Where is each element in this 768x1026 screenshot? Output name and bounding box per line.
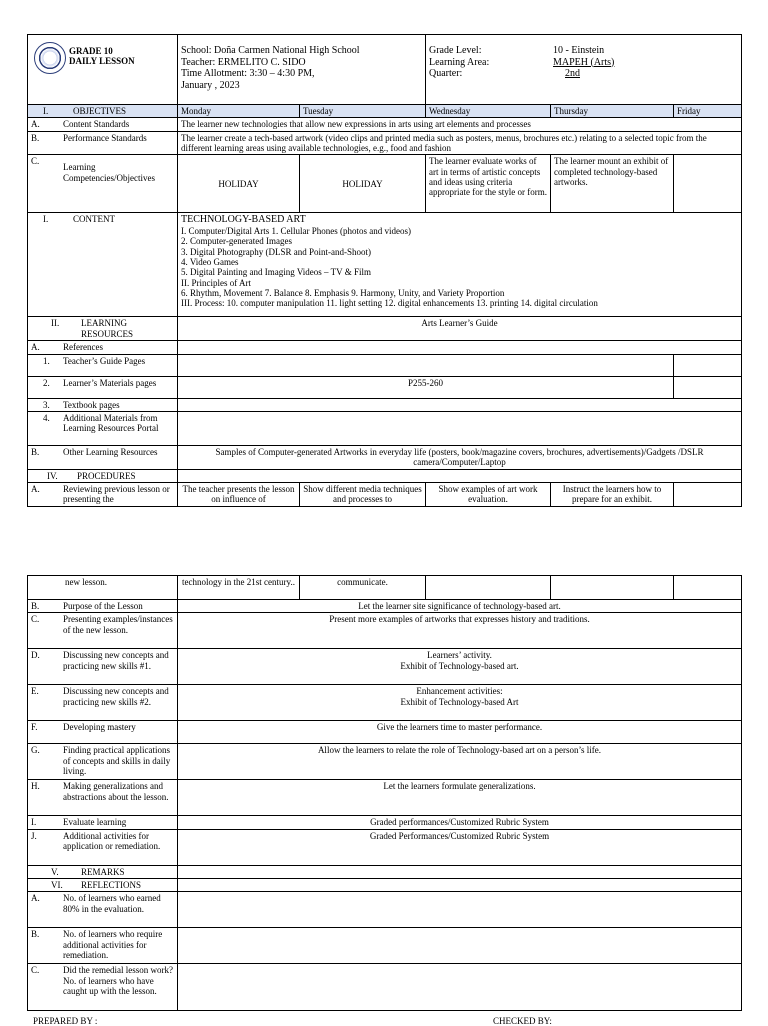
prepared-by-label: PREPARED BY : bbox=[33, 1016, 98, 1026]
day-friday: Friday bbox=[674, 105, 742, 118]
practical-text: Allow the learners to relate the role of Technology-based art on a person’s life. bbox=[178, 744, 742, 780]
reviewing-label-part-2: new lesson. bbox=[28, 576, 178, 600]
quarter-label: Quarter: bbox=[429, 68, 463, 79]
quarter-value: 2nd bbox=[565, 68, 580, 79]
mastery-row bbox=[28, 721, 742, 744]
discussing-2-row bbox=[28, 685, 742, 721]
content-standards-label: A. Content Standards bbox=[28, 118, 178, 131]
reviewing-thursday: Instruct the learners how to prepare for an exhibit. bbox=[551, 483, 674, 507]
textbook-row bbox=[28, 398, 742, 411]
presenting-row bbox=[28, 613, 742, 649]
competency-wednesday: The learner evaluate works of art in terms of artistic concepts and ideas using criteria appropriate for the style or form. bbox=[426, 155, 551, 213]
remarks-row bbox=[28, 865, 742, 878]
discussing-1-line-1: Learners’ activity. bbox=[427, 650, 492, 661]
content-title: TECHNOLOGY-BASED ART bbox=[181, 214, 306, 226]
days-row bbox=[28, 105, 742, 118]
learners-materials-friday bbox=[674, 376, 742, 398]
reflection-b-label: B. No. of learners who require additional activities for remediation. bbox=[28, 928, 178, 964]
content-standards-text: The learner new technologies that allow new expressions in arts using art elements and processes bbox=[178, 118, 742, 131]
procedures-label: IV. PROCEDURES bbox=[28, 469, 178, 482]
checked-by-label: CHECKED BY: bbox=[493, 1016, 552, 1026]
other-resources-text: Samples of Computer-generated Artworks in everyday life (posters, book/magazine covers, brochures, advertisements)/Gadgets /DSLR camera/Computer/Laptop bbox=[178, 446, 742, 470]
content-line-1: I. Computer/Digital Arts 1. Cellular Phones (photos and videos) bbox=[181, 225, 411, 236]
lesson-date: January , 2023 bbox=[181, 79, 240, 91]
generalizations-label: H. Making generalizations and abstractions about the lesson. bbox=[28, 780, 178, 816]
references-row bbox=[28, 341, 742, 354]
teachers-guide-label: 1. Teacher’s Guide Pages bbox=[28, 354, 178, 376]
doc-type-title: DAILY LESSON bbox=[69, 56, 135, 67]
reflection-b-row bbox=[28, 928, 742, 964]
competency-thursday: The learner mount an exhibit of completed technology-based artworks. bbox=[551, 155, 674, 213]
header-row bbox=[28, 35, 742, 105]
header-school-cell bbox=[178, 35, 426, 105]
additional-activities-row bbox=[28, 829, 742, 865]
content-line-8: III. Process: 10. computer manipulation 11. light setting 12. digital enhancements 13. printing 14. digital circulation bbox=[181, 298, 598, 309]
teachers-guide-value bbox=[178, 354, 674, 376]
time-allotment: Time Allotment: 3:30 – 4:30 PM, bbox=[181, 68, 315, 79]
header-title-cell bbox=[28, 35, 178, 105]
content-line-3: 3. Digital Photography (DLSR and Point-and-Shoot) bbox=[181, 246, 371, 257]
content-row bbox=[28, 213, 742, 317]
presenting-text: Present more examples of artworks that expresses history and traditions. bbox=[178, 613, 742, 649]
practical-row bbox=[28, 744, 742, 780]
grade-title: GRADE 10 bbox=[69, 46, 113, 56]
content-line-6: II. Principles of Art bbox=[181, 277, 251, 288]
discussing-2-line-1: Enhancement activities: bbox=[416, 686, 503, 697]
reflection-b-value bbox=[178, 928, 742, 964]
purpose-row bbox=[28, 600, 742, 613]
content-text bbox=[178, 213, 742, 317]
discussing-1-label: D. Discussing new concepts and practicing new skills #1. bbox=[28, 649, 178, 685]
reflections-value bbox=[178, 879, 742, 892]
additional-activities-label: J. Additional activities for application or remediation. bbox=[28, 829, 178, 865]
textbook-value bbox=[178, 398, 742, 411]
learners-materials-value: P255-260 bbox=[178, 376, 674, 398]
reflections-label: VI. REFLECTIONS bbox=[28, 879, 178, 892]
school-name: School: Doña Carmen National High School bbox=[181, 45, 360, 56]
reflection-a-value bbox=[178, 892, 742, 928]
content-line-5: 5. Digital Painting and Imaging Videos – TV & Film bbox=[181, 267, 371, 278]
reviewing-thursday-part-2 bbox=[551, 576, 674, 600]
textbook-label: 3. Textbook pages bbox=[28, 398, 178, 411]
reflections-row bbox=[28, 879, 742, 892]
evaluate-label: I. Evaluate learning bbox=[28, 816, 178, 829]
day-wednesday: Wednesday bbox=[426, 105, 551, 118]
reviewing-wednesday-part-2 bbox=[426, 576, 551, 600]
mastery-text: Give the learners time to master performance. bbox=[178, 721, 742, 744]
reflection-c-value bbox=[178, 964, 742, 1011]
practical-label: G. Finding practical applications of concepts and skills in daily living. bbox=[28, 744, 178, 780]
competencies-row bbox=[28, 155, 742, 213]
teachers-guide-row bbox=[28, 354, 742, 376]
learning-area-label: Learning Area: bbox=[429, 56, 490, 68]
deped-seal-icon bbox=[34, 42, 66, 74]
reviewing-friday-part-2 bbox=[674, 576, 742, 600]
teachers-guide-friday bbox=[674, 354, 742, 376]
reviewing-wednesday: Show examples of art work evaluation. bbox=[426, 483, 551, 507]
purpose-text: Let the learner site significance of technology-based art. bbox=[178, 600, 742, 613]
content-label: I. CONTENT bbox=[28, 213, 178, 317]
reviewing-monday-part-1: The teacher presents the lesson on influence of bbox=[178, 483, 300, 507]
other-resources-label: B. Other Learning Resources bbox=[28, 446, 178, 470]
day-tuesday: Tuesday bbox=[300, 105, 426, 118]
learning-area-value: MAPEH (Arts) bbox=[553, 56, 615, 68]
reviewing-monday-part-2: technology in the 21st century.. bbox=[178, 576, 300, 600]
learners-materials-row bbox=[28, 376, 742, 398]
content-standards-row bbox=[28, 118, 742, 131]
reviewing-friday-part-1 bbox=[674, 483, 742, 507]
reviewing-label-part-1: A. Reviewing previous lesson or presenting the bbox=[28, 483, 178, 507]
mastery-label: F. Developing mastery bbox=[28, 721, 178, 744]
purpose-label: B. Purpose of the Lesson bbox=[28, 600, 178, 613]
evaluate-text: Graded performances/Customized Rubric System bbox=[178, 816, 742, 829]
additional-materials-value bbox=[178, 412, 742, 446]
additional-materials-row bbox=[28, 412, 742, 446]
generalizations-text: Let the learners formulate generalizations. bbox=[178, 780, 742, 816]
discussing-1-row bbox=[28, 649, 742, 685]
competency-monday: HOLIDAY bbox=[178, 155, 300, 213]
evaluate-row bbox=[28, 816, 742, 829]
reviewing-tuesday-part-2: communicate. bbox=[300, 576, 426, 600]
lesson-plan-table-page-2 bbox=[27, 575, 742, 1011]
remarks-label: V. REMARKS bbox=[28, 865, 178, 878]
references-value bbox=[178, 341, 742, 354]
reviewing-row-part-1 bbox=[28, 483, 742, 507]
reflection-c-row bbox=[28, 964, 742, 1011]
objectives-heading: I. OBJECTIVES bbox=[28, 105, 178, 118]
content-line-4: 4. Video Games bbox=[181, 256, 239, 267]
content-line-2: 2. Computer-generated Images bbox=[181, 236, 293, 247]
presenting-label: C. Presenting examples/instances of the new lesson. bbox=[28, 613, 178, 649]
grade-level-value: 10 - Einstein bbox=[553, 45, 605, 56]
additional-activities-text: Graded Performances/Customized Rubric System bbox=[178, 829, 742, 865]
learner-guide-text: Arts Learner’s Guide bbox=[178, 317, 742, 341]
lesson-plan-table-page-1 bbox=[27, 34, 742, 507]
other-resources-row bbox=[28, 446, 742, 470]
reviewing-tuesday-part-1: Show different media techniques and processes to bbox=[300, 483, 426, 507]
reviewing-row-part-2 bbox=[28, 576, 742, 600]
competencies-label: C. Learning Competencies/Objectives bbox=[28, 155, 178, 213]
day-thursday: Thursday bbox=[551, 105, 674, 118]
content-line-7: 6. Rhythm, Movement 7. Balance 8. Emphasis 9. Harmony, Unity, and Variety Proportion bbox=[181, 287, 505, 298]
grade-level-label: Grade Level: bbox=[429, 45, 482, 56]
reflection-c-label: C. Did the remedial lesson work? No. of learners who have caught up with the lesson. bbox=[28, 964, 178, 1011]
references-label: A. References bbox=[28, 341, 178, 354]
competency-friday bbox=[674, 155, 742, 213]
competency-tuesday: HOLIDAY bbox=[300, 155, 426, 213]
generalizations-row bbox=[28, 780, 742, 816]
reflection-a-row bbox=[28, 892, 742, 928]
performance-standards-label: B. Performance Standards bbox=[28, 131, 178, 155]
procedures-value bbox=[178, 469, 742, 482]
discussing-1-text bbox=[178, 649, 742, 685]
learners-materials-label: 2. Learner’s Materials pages bbox=[28, 376, 178, 398]
learning-resources-row bbox=[28, 317, 742, 341]
reflection-a-label: A. No. of learners who earned 80% in the evaluation. bbox=[28, 892, 178, 928]
performance-standards-row bbox=[28, 131, 742, 155]
learning-resources-label: II. LEARNING RESOURCES bbox=[28, 317, 178, 341]
day-monday: Monday bbox=[178, 105, 300, 118]
header-info-cell bbox=[426, 35, 742, 105]
discussing-2-label: E. Discussing new concepts and practicing new skills #2. bbox=[28, 685, 178, 721]
discussing-2-text bbox=[178, 685, 742, 721]
discussing-2-line-2: Exhibit of Technology-based Art bbox=[400, 696, 519, 707]
teacher-name: Teacher: ERMELITO C. SIDO bbox=[181, 56, 306, 68]
remarks-value bbox=[178, 865, 742, 878]
discussing-1-line-2: Exhibit of Technology-based art. bbox=[400, 660, 519, 671]
additional-materials-label: 4. Additional Materials from Learning Resources Portal bbox=[28, 412, 178, 446]
procedures-row bbox=[28, 469, 742, 482]
performance-standards-text: The learner create a tech-based artwork (video clips and printed media such as posters, menus, brochures etc.) relating to a selected topic from the different learning areas using available technologies, e.g., food and fashion bbox=[178, 131, 742, 155]
